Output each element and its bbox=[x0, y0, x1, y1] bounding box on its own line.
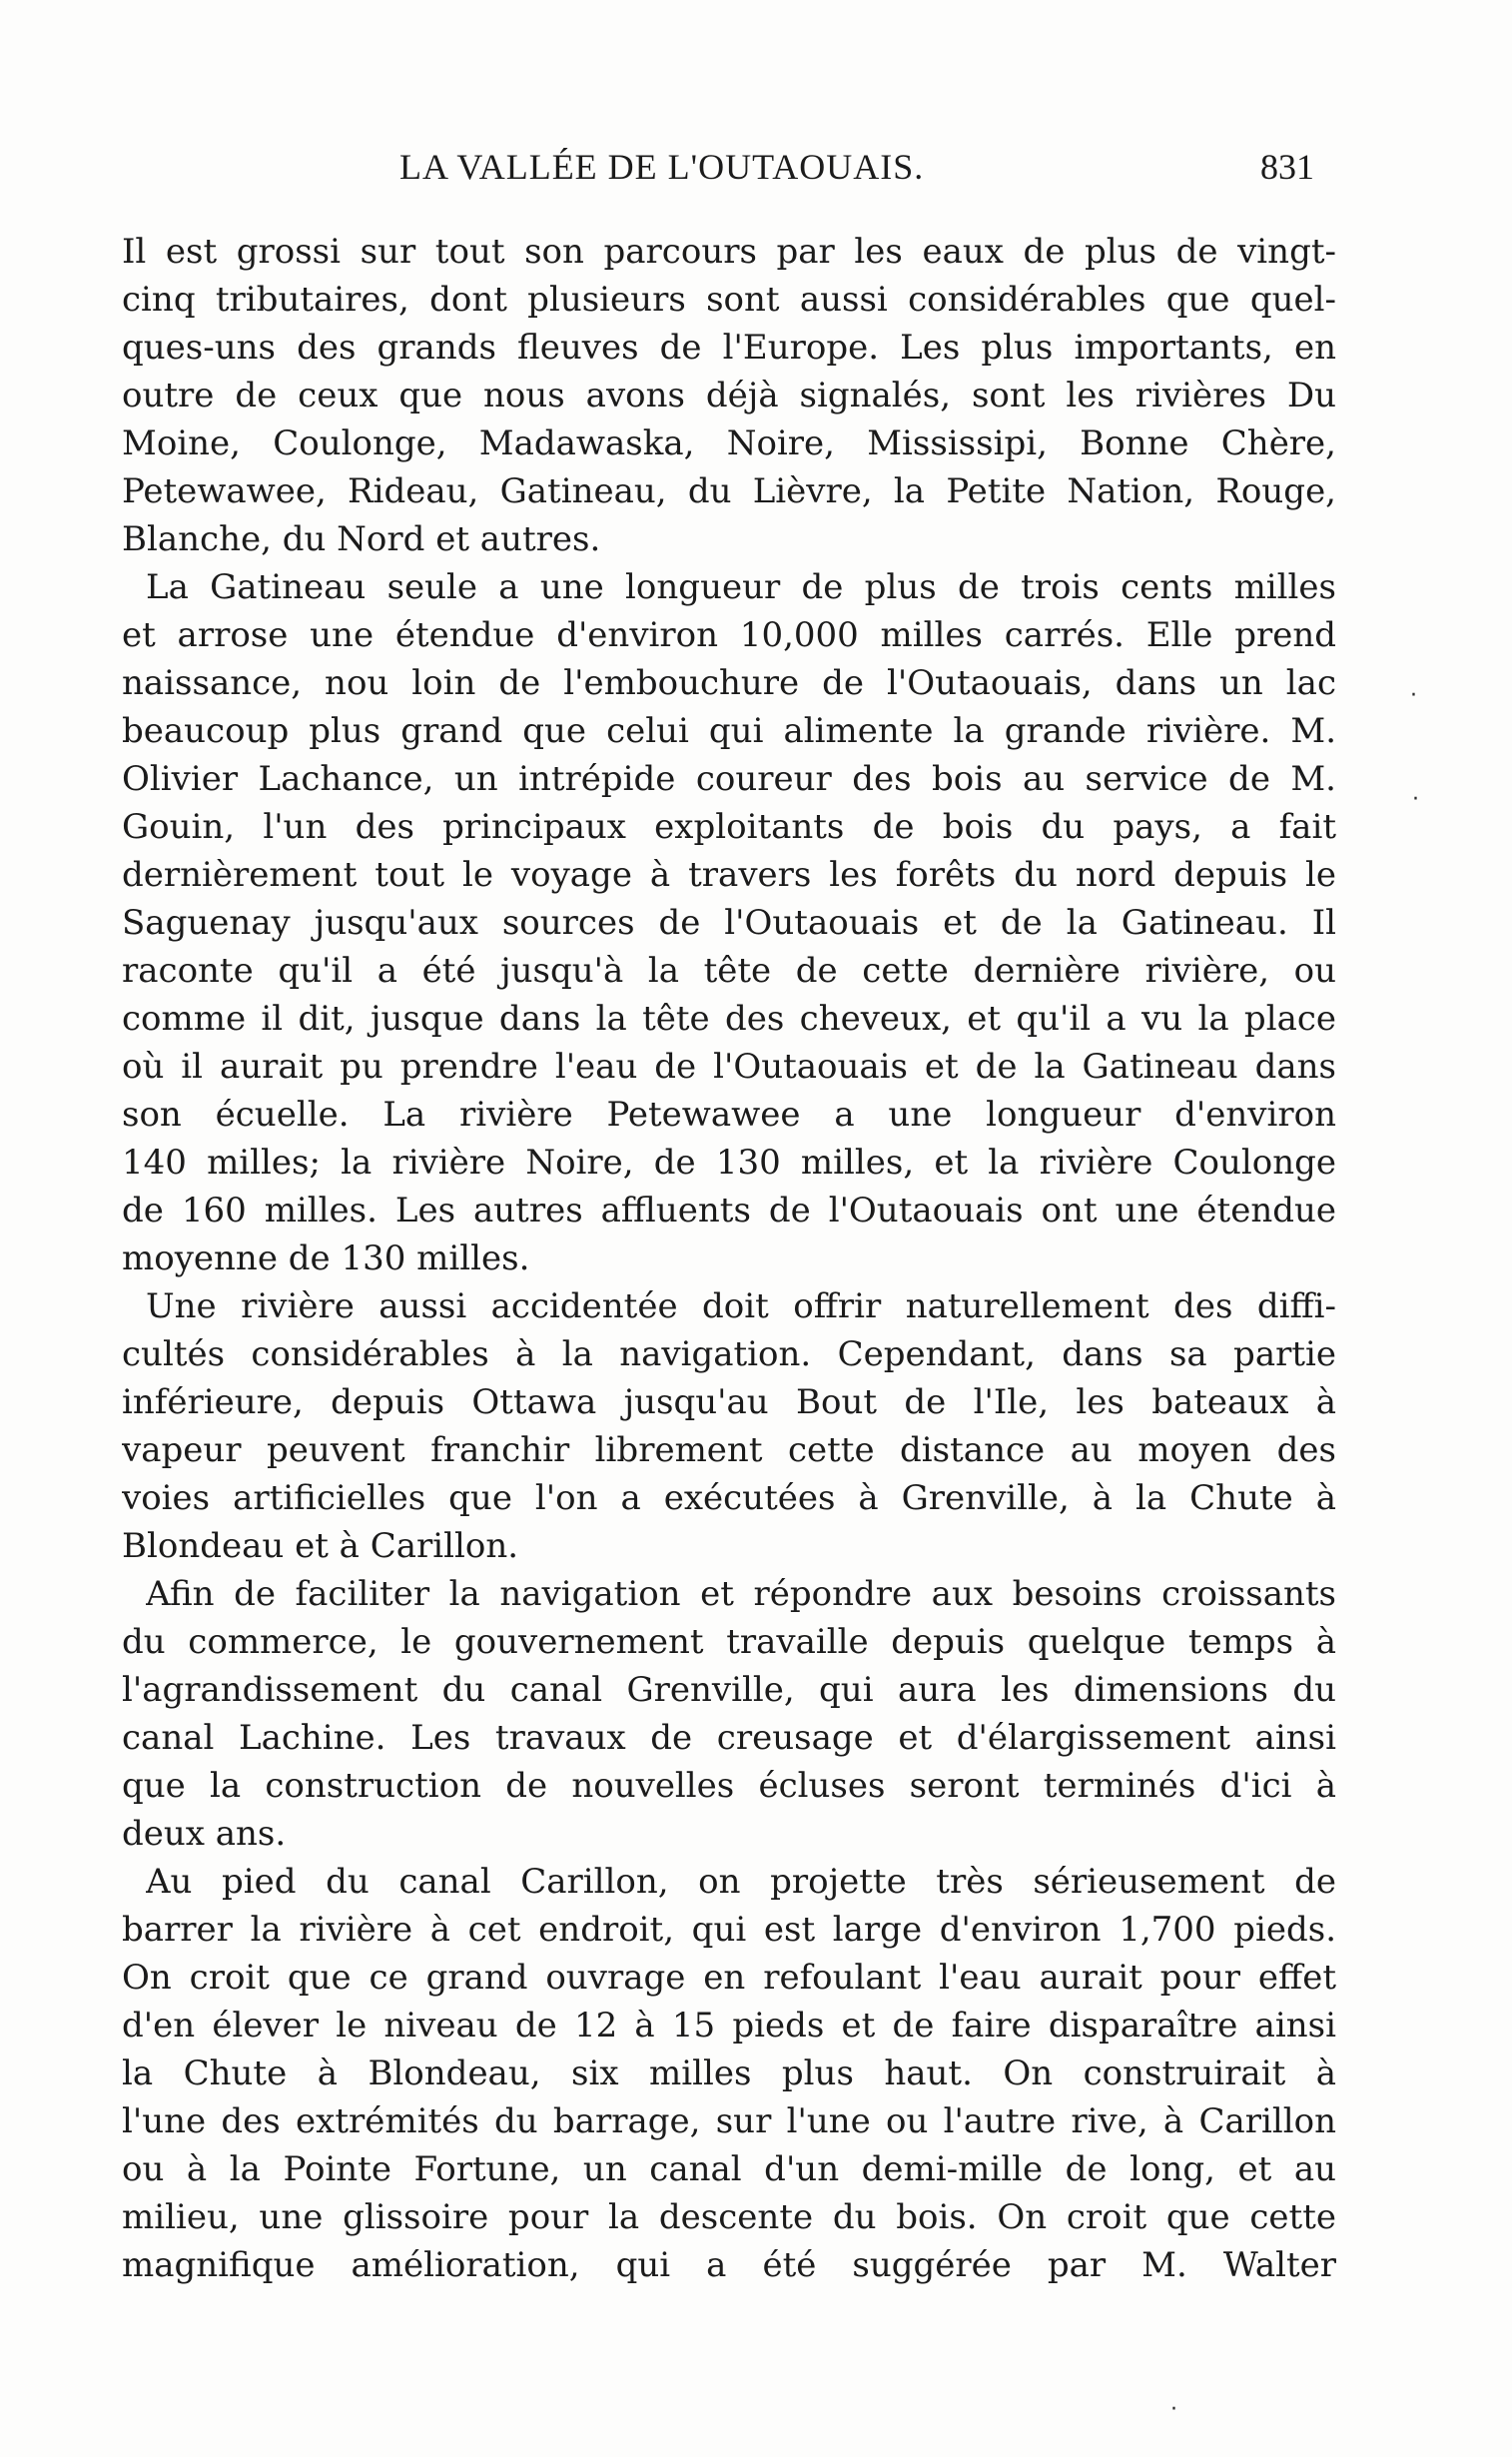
margin-speck-mark: · bbox=[1410, 683, 1417, 708]
text-line: On croit que ce grand ouvrage en refoulant l'eau aurait pour effet bbox=[122, 1958, 1336, 1998]
text-line: moyenne de 130 milles. bbox=[122, 1238, 530, 1278]
text-line: l'une des extrémités du barrage, sur l'une ou l'autre rive, à Carillon bbox=[122, 2101, 1336, 2141]
text-line: cultés considérables à la navigation. Cependant, dans sa partie bbox=[122, 1334, 1336, 1374]
text-line: beaucoup plus grand que celui qui alimente la grande rivière. M. bbox=[122, 711, 1336, 751]
text-line: dernièrement tout le voyage à travers les forêts du nord depuis le bbox=[122, 855, 1336, 895]
text-line: barrer la rivière à cet endroit, qui est large d'environ 1,700 pieds. bbox=[122, 1910, 1336, 1950]
text-line: ou à la Pointe Fortune, un canal d'un demi-mille de long, et au bbox=[122, 2149, 1336, 2189]
text-line: son écuelle. La rivière Petewawee a une longueur d'environ bbox=[122, 1095, 1336, 1135]
text-line: outre de ceux que nous avons déjà signalés, sont les rivières Du bbox=[122, 376, 1336, 415]
text-line: l'agrandissement du canal Grenville, qui aura les dimensions du bbox=[122, 1670, 1336, 1710]
text-line: Saguenay jusqu'aux sources de l'Outaouais et de la Gatineau. Il bbox=[122, 903, 1336, 943]
text-line: Gouin, l'un des principaux exploitants de bois du pays, a fait bbox=[122, 807, 1336, 847]
running-title: LA VALLÉE DE L'OUTAOUAIS. bbox=[399, 147, 925, 187]
text-line: que la construction de nouvelles écluses seront terminés d'ici à bbox=[122, 1766, 1336, 1806]
text-line: milieu, une glissoire pour la descente du bois. On croit que cette bbox=[122, 2197, 1336, 2237]
text-line: vapeur peuvent franchir librement cette distance au moyen des bbox=[122, 1430, 1336, 1470]
text-line: Afin de faciliter la navigation et répondre aux besoins croissants bbox=[146, 1574, 1336, 1614]
text-line: Moine, Coulonge, Madawaska, Noire, Mississipi, Bonne Chère, bbox=[122, 423, 1336, 463]
text-line: magnifique amélioration, qui a été suggérée par M. Walter bbox=[122, 2245, 1336, 2285]
text-line: la Chute à Blondeau, six milles plus haut. On construirait à bbox=[122, 2053, 1336, 2093]
text-line: Blondeau et à Carillon. bbox=[122, 1526, 519, 1566]
text-line: naissance, nou loin de l'embouchure de l'Outaouais, dans un lac bbox=[122, 663, 1336, 703]
text-line: Petewawee, Rideau, Gatineau, du Lièvre, la Petite Nation, Rouge, bbox=[122, 471, 1336, 511]
text-line: 140 milles; la rivière Noire, de 130 milles, et la rivière Coulonge bbox=[122, 1143, 1336, 1183]
text-line: voies artificielles que l'on a exécutées à Grenville, à la Chute à bbox=[122, 1478, 1336, 1518]
text-line: canal Lachine. Les travaux de creusage et d'élargissement ainsi bbox=[122, 1718, 1336, 1758]
text-line: ques-uns des grands fleuves de l'Europe. Les plus importants, en bbox=[122, 328, 1336, 368]
text-line: deux ans. bbox=[122, 1814, 287, 1854]
text-line: inférieure, depuis Ottawa jusqu'au Bout de l'Ile, les bateaux à bbox=[122, 1382, 1336, 1422]
text-line: Blanche, du Nord et autres. bbox=[122, 519, 601, 559]
text-line: Olivier Lachance, un intrépide coureur des bois au service de M. bbox=[122, 759, 1336, 799]
text-line: La Gatineau seule a une longueur de plus de trois cents milles bbox=[146, 567, 1336, 607]
text-line: de 160 milles. Les autres affluents de l'Outaouais ont une étendue bbox=[122, 1191, 1336, 1230]
margin-speck-mark: · bbox=[1412, 787, 1419, 812]
text-line: Une rivière aussi accidentée doit offrir naturellement des diffi- bbox=[146, 1286, 1336, 1326]
margin-speck-mark: · bbox=[1170, 2397, 1177, 2422]
page-number: 831 bbox=[1260, 147, 1314, 187]
text-line: Au pied du canal Carillon, on projette très sérieusement de bbox=[146, 1862, 1336, 1902]
text-line: du commerce, le gouvernement travaille depuis quelque temps à bbox=[122, 1622, 1336, 1662]
text-line: et arrose une étendue d'environ 10,000 milles carrés. Elle prend bbox=[122, 615, 1336, 655]
text-line: Il est grossi sur tout son parcours par les eaux de plus de vingt- bbox=[122, 232, 1336, 272]
text-line: comme il dit, jusque dans la tête des cheveux, et qu'il a vu la place bbox=[122, 999, 1336, 1039]
text-line: où il aurait pu prendre l'eau de l'Outaouais et de la Gatineau dans bbox=[122, 1047, 1336, 1087]
text-line: cinq tributaires, dont plusieurs sont aussi considérables que quel- bbox=[122, 280, 1336, 320]
text-line: raconte qu'il a été jusqu'à la tête de cette dernière rivière, ou bbox=[122, 951, 1336, 991]
text-line: d'en élever le niveau de 12 à 15 pieds et de faire disparaître ainsi bbox=[122, 2006, 1336, 2046]
